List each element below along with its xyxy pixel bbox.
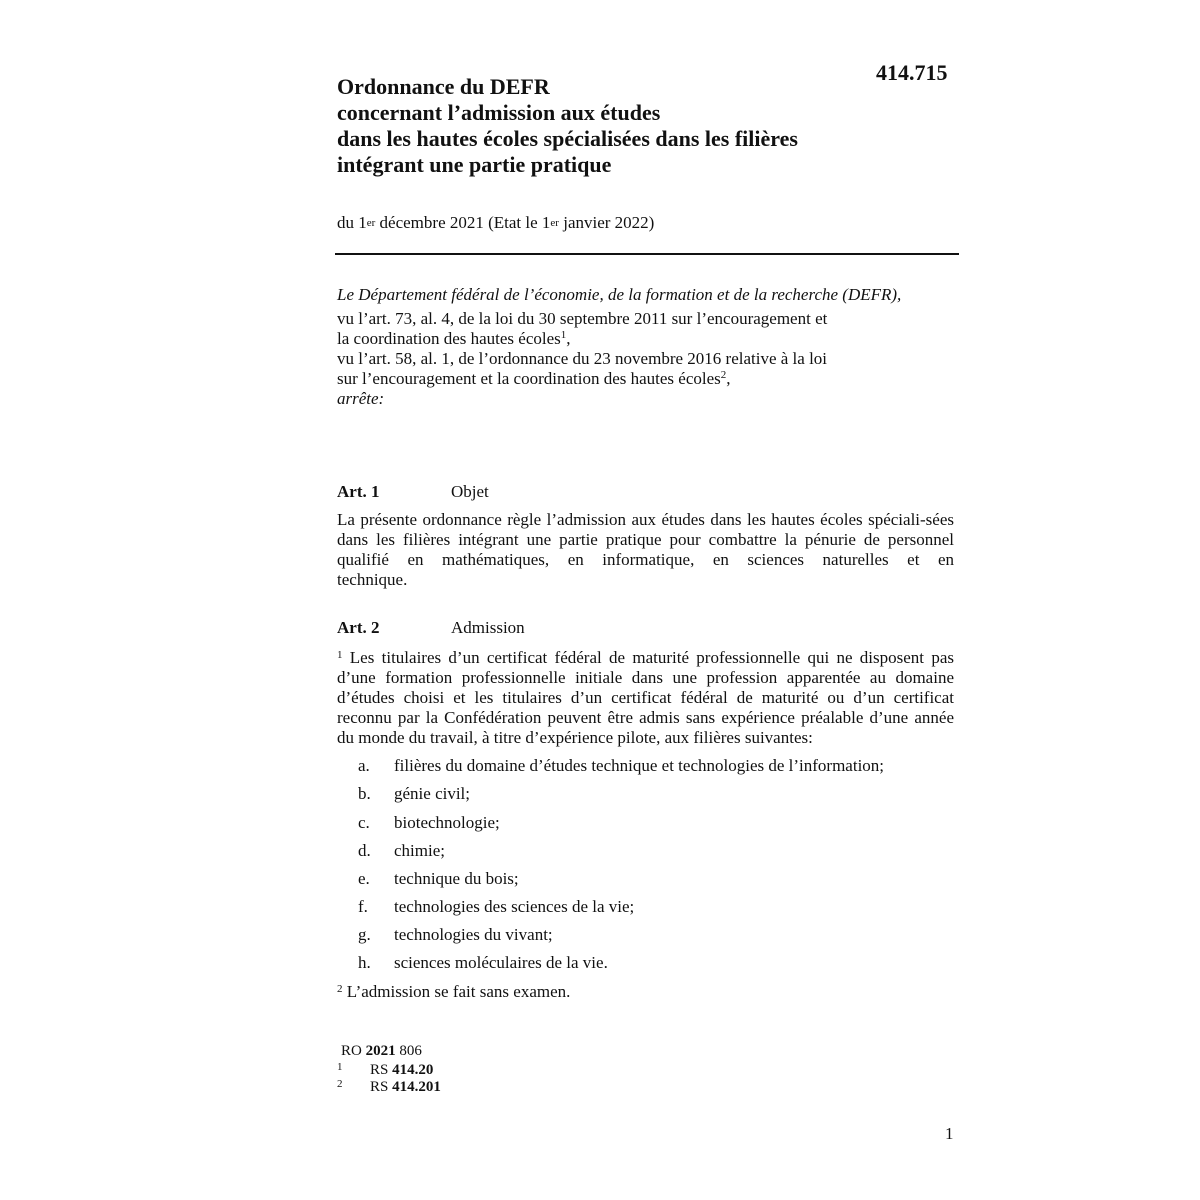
footnote-ro: RO 2021 806 [341,1043,422,1059]
list-item: g. technologies du vivant; [358,925,553,944]
preamble-authority: Le Département fédéral de l’économie, de la formation et de la recherche (DEFR), [337,285,902,304]
preamble-line: la coordination des hautes écoles$^1$, [337,329,571,348]
article-number: Art. 2 [337,618,380,637]
preamble-line: vu l’art. 58, al. 1, de l’ordonnance du 23 novembre 2016 relative à la loi [337,349,828,368]
list-item: c. biotechnologie; [358,813,500,832]
list-item: b. génie civil; [358,784,471,803]
page-number: 1 [945,1124,954,1143]
preamble-line: vu l’art. 73, al. 4, de la loi du 30 septembre 2011 sur l’encouragement et [337,309,828,328]
title-line: intégrant une partie pratique [337,152,612,177]
paragraph-number: 2 [337,983,343,995]
list-item: f. technologies des sciences de la vie; [358,897,635,916]
title-line: dans les hautes écoles spécialisées dans les filières [337,126,798,151]
footnote-1: 1 RS 414.20 [337,1061,434,1078]
article-2-paragraph-2: $^2$ L’admission se fait sans examen. [337,982,571,1001]
document-date: du 1er décembre 2021 (Etat le 1er janvier 2022) [337,213,655,232]
preamble-decision: arrête: [337,389,385,408]
list-item: d. chimie; [358,841,445,860]
header-divider [335,253,959,255]
sr-number: 414.715 [876,60,948,85]
article-2-paragraph-1: $^1$ Les titulaires d’un certificat fédéral de maturité professionnelle qui ne disposent pas d’une formation professionnelle initiale dans une profession apparentée au domaine d’études choisi et les titulaires d’un certificat fédéral de maturité ou d’un certificat reconnu par la Confédération peuvent être admis sans expérience préalable d’une année du monde du travail, à titre d’expérience pilote, aux filières suivantes: [337,648,954,747]
list-item: h. sciences moléculaires de la vie. [358,953,608,972]
footnote-2: 2 RS 414.201 [337,1078,441,1095]
list-item: e. technique du bois; [358,869,519,888]
list-item: a. filières du domaine d’études technique et technologies de l’information; [358,756,885,775]
article-number: Art. 1 [337,482,380,501]
article-2-heading [337,618,525,638]
title-line: Ordonnance du DEFR [337,74,550,99]
article-1-heading [337,482,489,502]
footnote-ref[interactable]: 2 [720,369,727,381]
article-1-text: La présente ordonnance règle l’admission aux études dans les hautes écoles spéciali-sées dans les filières intégrant une partie pratique pour combattre la pénurie de personnel qualifié en mathématiques, en informatique, en sciences naturelles et en [337,510,954,569]
article-title: Objet [451,482,489,501]
preamble-line: sur l’encouragement et la coordination des hautes écoles$^2$, [337,369,731,388]
article-title: Admission [451,618,525,637]
title-line: concernant l’admission aux études [337,100,661,125]
document-title [337,74,897,178]
paragraph-number: 1 [337,649,343,661]
preamble [337,285,957,409]
footnote-ref[interactable]: 1 [560,329,567,341]
article-1-text-end: technique. [337,570,408,589]
